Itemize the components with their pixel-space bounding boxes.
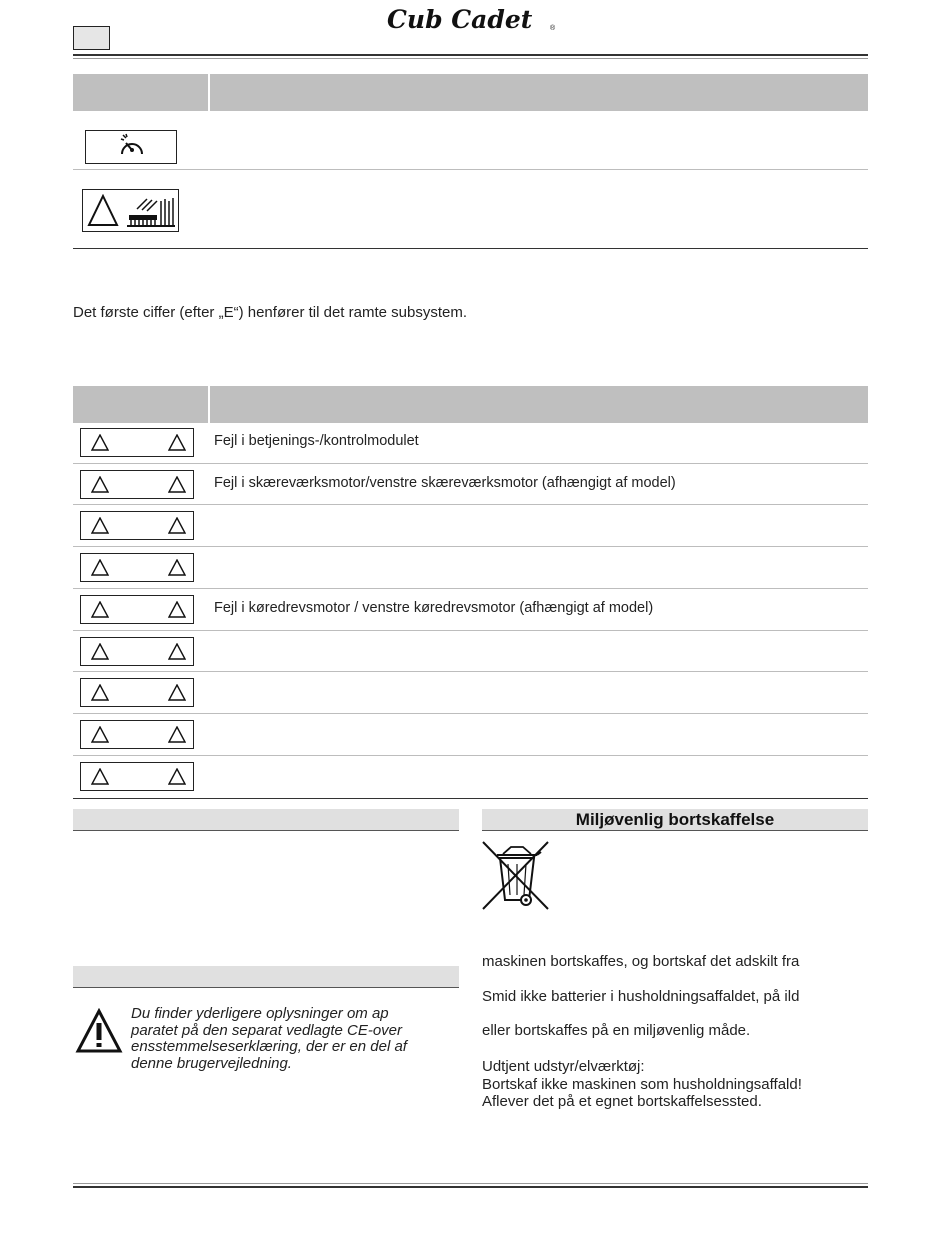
header-rule-thin (73, 58, 868, 59)
warning-triangle-icon (168, 726, 186, 744)
svg-text:Cub Cadet: Cub Cadet (387, 6, 533, 34)
warning-triangle-icon (168, 768, 186, 786)
warning-triangle-icon (168, 476, 186, 494)
warning-triangle-icon (168, 559, 186, 577)
error-row-divider (73, 713, 868, 714)
error-row-divider (73, 463, 868, 464)
warning-triangle-icon (91, 476, 109, 494)
symbol-table-header (73, 74, 868, 111)
warning-triangle-icon (91, 643, 109, 661)
old-equipment-heading: Udtjent udstyr/elværktøj: (482, 1058, 645, 1075)
warning-triangle-icon (91, 517, 109, 535)
warning-triangle-icon (91, 726, 109, 744)
old-equipment-line-1: Bortskaf ikke maskinen som husholdningsaffald! (482, 1076, 802, 1093)
old-equipment-line-2: Aflever det på et egnet bortskaffelsessted. (482, 1093, 762, 1110)
error-code-box (80, 637, 194, 666)
crossed-out-bin-icon (481, 840, 551, 912)
error-code-box (80, 678, 194, 707)
error-row-divider (73, 504, 868, 505)
warning-triangle-icon (91, 434, 109, 452)
table-row-divider (73, 169, 868, 170)
warning-triangle-icon (91, 768, 109, 786)
left-section-bar (73, 809, 459, 831)
error-code-box (80, 470, 194, 499)
header-rule (73, 54, 868, 56)
cutting-blades-icon (125, 193, 177, 229)
warning-triangle-icon (87, 194, 119, 227)
intro-text: Det første ciffer (efter „E“) henfører til det ramte subsystem. (73, 304, 467, 321)
error-code-box (80, 511, 194, 540)
error-description: Fejl i skæreværksmotor/venstre skæreværksmotor (afhængigt af model) (214, 475, 676, 491)
error-code-box (80, 595, 194, 624)
error-table-header (73, 386, 868, 423)
conformity-note: Du finder yderligere oplysninger om ap paratet på den separat vedlagte CE-over ensstemmelseserklæring, der er en del af denne brugervejledning. (131, 1005, 407, 1072)
warning-triangle-icon (168, 601, 186, 619)
cutting-warning-symbol-box (82, 189, 179, 232)
warning-triangle-icon (168, 517, 186, 535)
error-description: Fejl i køredrevsmotor / venstre køredrevsmotor (afhængigt af model) (214, 600, 654, 616)
footer-rule-thin (73, 1183, 868, 1184)
warning-triangle-icon (91, 559, 109, 577)
error-code-box (80, 428, 194, 457)
error-table-bottom-rule (73, 798, 868, 799)
warning-triangle-icon (91, 684, 109, 702)
language-box (73, 26, 110, 50)
disposal-section-bar (482, 809, 868, 831)
cub-cadet-logo (385, 6, 560, 34)
exclamation-warning-icon (75, 1008, 123, 1054)
error-code-box (80, 720, 194, 749)
warning-triangle-icon (168, 684, 186, 702)
error-row-divider (73, 546, 868, 547)
svg-text:®: ® (550, 25, 556, 32)
disposal-line-2: Smid ikke batterier i husholdningsaffaldet, på ild (482, 988, 800, 1005)
table-bottom-rule (73, 248, 868, 249)
warning-triangle-icon (168, 643, 186, 661)
error-code-box (80, 762, 194, 791)
warning-triangle-icon (91, 601, 109, 619)
speedometer-symbol-box (85, 130, 177, 164)
footer-rule (73, 1186, 868, 1188)
error-row-divider (73, 755, 868, 756)
error-row-divider (73, 671, 868, 672)
disposal-line-1: maskinen bortskaffes, og bortskaf det adskilt fra (482, 953, 800, 970)
speedometer-icon (117, 133, 147, 161)
disposal-line-3: eller bortskaffes på en miljøvenlig måde. (482, 1022, 751, 1039)
disposal-title: Miljøvenlig bortskaffelse (575, 810, 775, 829)
error-code-box (80, 553, 194, 582)
error-row-divider (73, 588, 868, 589)
warning-triangle-icon (168, 434, 186, 452)
left-section-bar-2 (73, 966, 459, 988)
error-description: Fejl i betjenings-/kontrolmodulet (214, 433, 419, 449)
error-row-divider (73, 630, 868, 631)
